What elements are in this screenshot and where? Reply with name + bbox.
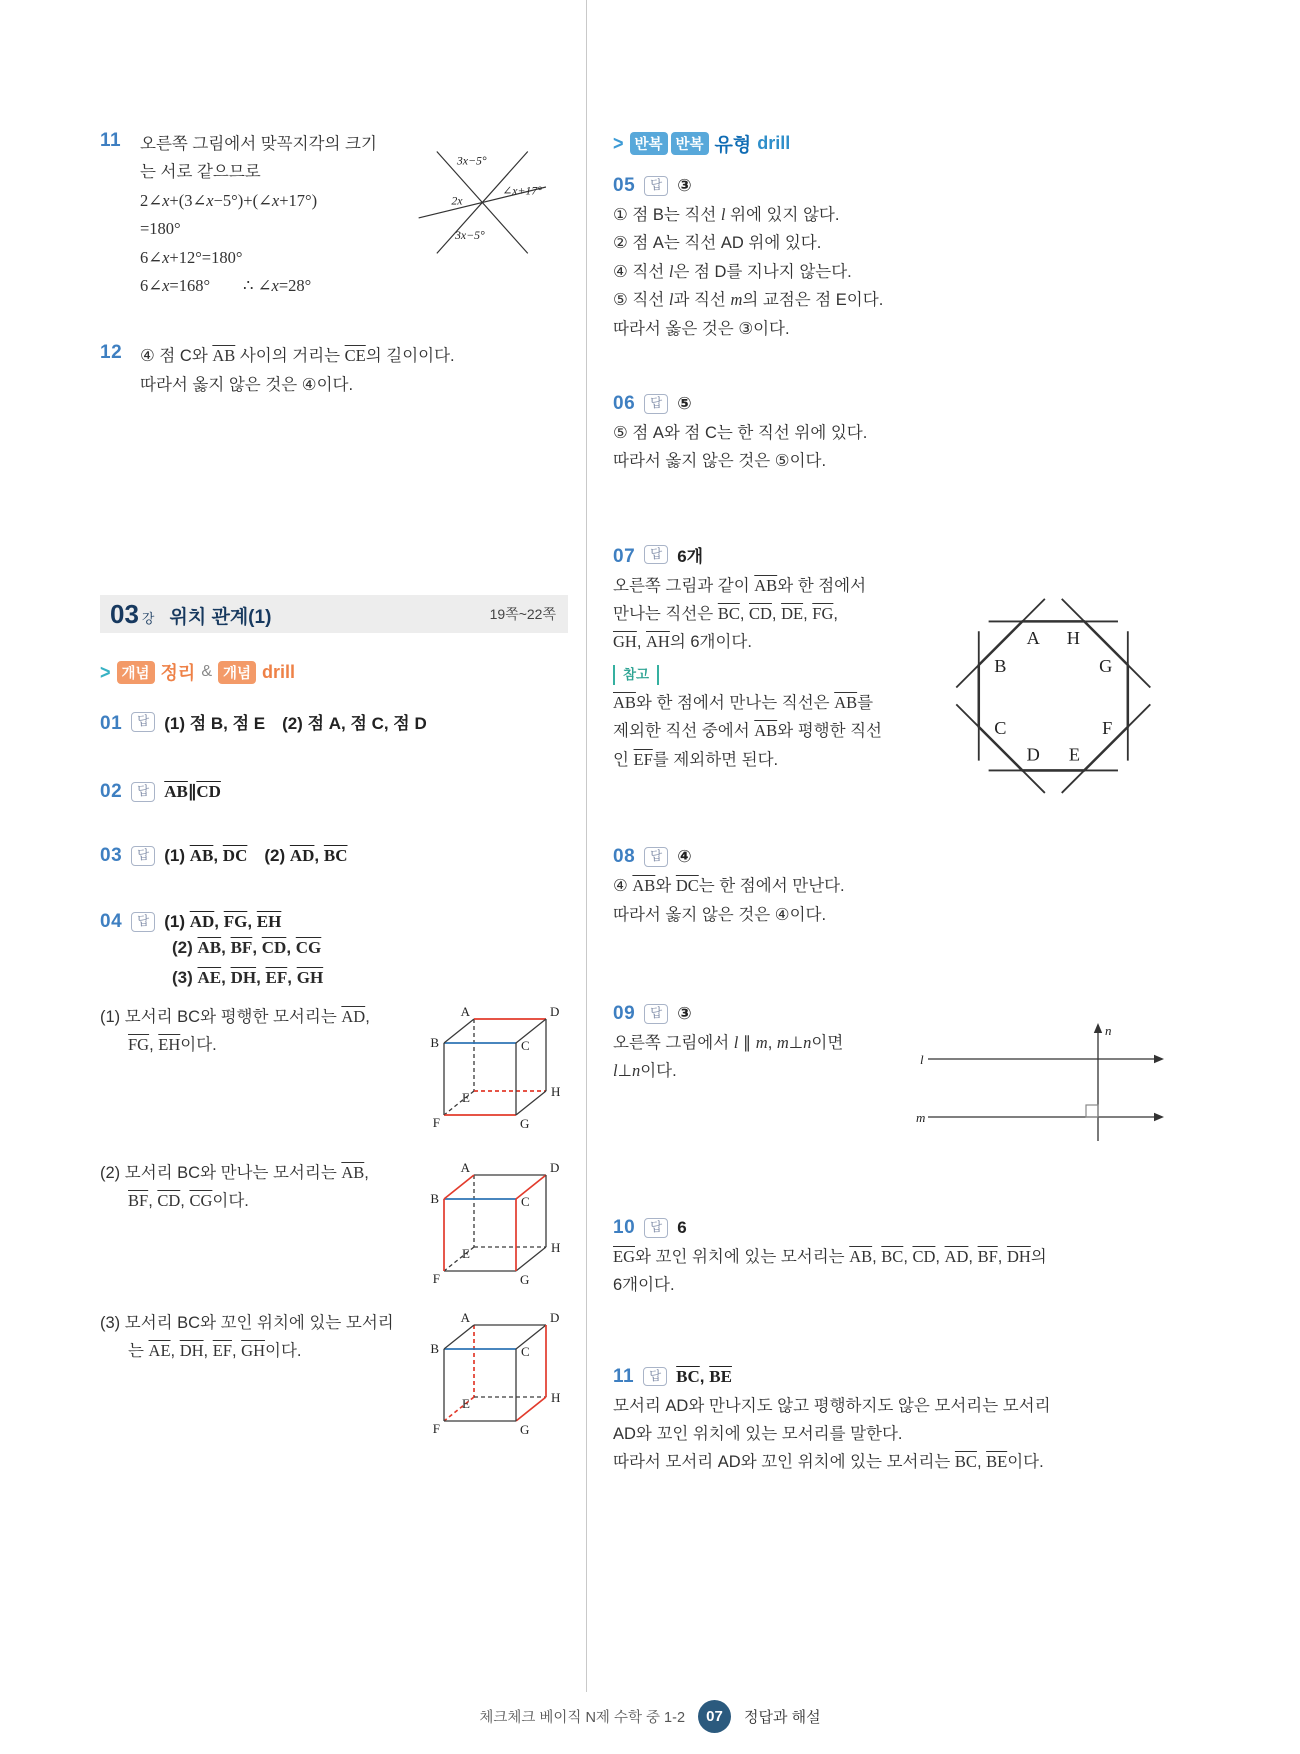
item-number: 11 [613, 1365, 635, 1387]
cube-edges [444, 1175, 546, 1271]
answer-badge: 답 [644, 176, 668, 196]
item-number: 08 [613, 846, 636, 868]
svg-text:H: H [551, 1389, 561, 1405]
answer-badge: 답 [131, 782, 155, 802]
answer-value: (1) $\overline{AD}$, $\overline{FG}$, $\overline{EH}$ [164, 912, 282, 931]
equation-line: 2∠x+(3∠x−5°)+(∠x+17°) [140, 190, 318, 210]
solution-line: l⊥n이다. [613, 1061, 677, 1081]
svg-text:B: B [430, 1034, 439, 1050]
diagram-lines [928, 1023, 1164, 1141]
answer-badge: 답 [131, 846, 155, 866]
svg-text:C: C [521, 1343, 530, 1359]
octagon-vertex-labels [994, 628, 1112, 765]
svg-text:A: A [460, 1159, 470, 1175]
solution-line: 는 서로 같으므로 [140, 163, 261, 182]
svg-text:F: F [432, 1420, 440, 1436]
cube-edges [444, 1325, 546, 1421]
solution-line: (2) 모서리 BC와 만나는 모서리는 $\overline{AB}$, [100, 1162, 369, 1182]
note-badge: 참고 [613, 665, 659, 685]
line-label: n [1105, 1022, 1112, 1038]
solution-line: $\overline{BF}$, $\overline{CD}$, $\overline{CG}$이다. [128, 1190, 249, 1210]
section-header [100, 595, 568, 633]
svg-text:F: F [432, 1270, 440, 1286]
solution-line: 따라서 옳지 않은 것은 ④이다. [613, 905, 827, 924]
answer-badge: 답 [644, 847, 668, 867]
answer-value: ④ [677, 847, 692, 867]
cube-edges [444, 1019, 546, 1115]
solution-line: ⑤ 점 A와 점 C는 한 직선 위에 있다. [613, 423, 868, 442]
answer-badge: 답 [131, 912, 155, 932]
section-number: 03 강 위치 관계(1) [110, 598, 272, 629]
note-line: 제외한 직선 중에서 $\overline{AB}$와 평행한 직선 [613, 721, 882, 741]
svg-text:E: E [462, 1245, 470, 1261]
solution-line: 오른쪽 그림에서 맞꼭지각의 크기 [140, 135, 377, 153]
chevron-icon: > [613, 131, 624, 155]
solution-line: ① 점 B는 직선 l 위에 있지 않다. [613, 205, 840, 224]
solution-item-08 [613, 846, 1170, 929]
solution-line: ② 점 A는 직선 AD 위에 있다. [613, 234, 822, 253]
item-number: 04 [100, 911, 123, 932]
cube-diagram-intersecting [428, 1159, 568, 1289]
octagon [979, 621, 1128, 770]
note-line: 인 $\overline{EF}$를 제외하면 된다. [613, 749, 779, 769]
solution-line: 따라서 모서리 AD와 꼬인 위치에 있는 모서리는 $\overline{BC}$, $\overline{BE}$이다. [613, 1452, 1044, 1472]
chevron-icon: > [100, 659, 111, 683]
angle-label: ∠x+17° [502, 183, 543, 198]
concept-badge: 개념 [218, 661, 256, 684]
svg-text:H: H [551, 1239, 561, 1255]
right-angle-mark [1086, 1105, 1098, 1117]
explanation-skew-edges [100, 1309, 568, 1439]
svg-text:A: A [460, 1003, 470, 1019]
angle-label: 2x [451, 193, 463, 208]
answer-value: ③ [677, 1003, 692, 1023]
answer-item-03 [100, 845, 568, 867]
header-word: drill [262, 661, 296, 682]
solution-line: 따라서 옳지 않은 것은 ④이다. [140, 375, 354, 394]
svg-text:C: C [994, 717, 1007, 738]
answer-badge: 답 [643, 1367, 667, 1387]
solution-line: 오른쪽 그림과 같이 $\overline{AB}$와 한 점에서 [613, 575, 867, 595]
answer-value: (1) $\overline{AB}$, $\overline{DC}$ (2) $\overline{AD}$, $\overline{BC}$ [164, 846, 348, 865]
svg-text:F: F [432, 1114, 440, 1130]
item-number: 05 [613, 175, 636, 196]
solution-item-12 [100, 342, 568, 399]
answer-value: (2) $\overline{AB}$, $\overline{BF}$, $\overline{CD}$, $\overline{CG}$ [172, 938, 322, 957]
answer-value: $\overline{AB}\parallel\overline{CD}$ [164, 782, 221, 801]
solution-line: ④ 점 C와 $\overline{AB}$ 사이의 거리는 $\overline{CE}$의 길이이다. [140, 346, 455, 366]
line-label: m [916, 1109, 926, 1125]
solution-line: 만나는 직선은 $\overline{BC}$, $\overline{CD}$, $\overline{DE}$, $\overline{FG}$, [613, 604, 838, 623]
repeat-drill-header [613, 130, 1170, 157]
book-title: 체크체크 베이직 N제 수학 중 1-2 [479, 1710, 686, 1726]
answer-badge: 답 [131, 712, 155, 732]
answer-value: 6개 [677, 546, 704, 566]
angle-label: 3x−5° [457, 153, 487, 168]
answer-value: ③ [677, 176, 692, 195]
solution-line: ④ 직선 l은 점 D를 지나지 않는다. [613, 261, 852, 281]
solution-line: 따라서 옳지 않은 것은 ⑤이다. [613, 452, 827, 471]
svg-text:F: F [1102, 717, 1113, 738]
answer-item-01 [100, 709, 568, 735]
item-number: 06 [613, 392, 636, 414]
svg-text:D: D [550, 1003, 560, 1019]
svg-text:G: G [520, 1115, 530, 1131]
svg-text:A: A [460, 1309, 470, 1325]
explanation-parallel-edges [100, 1003, 568, 1133]
solution-item-05 [613, 175, 1170, 343]
svg-text:E: E [462, 1395, 470, 1411]
answer-item-02 [100, 781, 568, 803]
concept-badge: 개념 [117, 661, 155, 684]
solution-item-11-right [613, 1366, 1170, 1477]
solution-line: $\overline{FG}$, $\overline{EH}$이다. [128, 1034, 217, 1054]
page-number-badge: 07 [698, 1700, 731, 1733]
section-pages: 19쪽~22쪽 [489, 606, 556, 622]
header-word: drill [757, 133, 791, 153]
octagon-lines-diagram [938, 582, 1170, 800]
svg-text:B: B [430, 1340, 439, 1356]
item-number: 09 [613, 1002, 636, 1024]
equation-line: 6∠x=168° ∴ ∠x=28° [140, 275, 312, 295]
solution-item-06 [613, 393, 1170, 476]
solution-line: (1) 모서리 BC와 평행한 모서리는 $\overline{AD}$, [100, 1006, 370, 1026]
footer-section-label: 정답과 해설 [744, 1709, 821, 1726]
item-number: 03 [100, 845, 123, 866]
parallel-perpendicular-diagram [914, 1021, 1170, 1145]
ampersand: & [201, 663, 212, 680]
svg-text:B: B [430, 1190, 439, 1206]
item-number: 02 [100, 781, 123, 802]
solution-line: 오른쪽 그림에서 l ∥ m, m⊥n이면 [613, 1032, 844, 1052]
solution-line: 는 $\overline{AE}$, $\overline{DH}$, $\overline{EF}$, $\overline{GH}$이다. [128, 1340, 302, 1360]
answer-value: (3) $\overline{AE}$, $\overline{DH}$, $\overline{EF}$, $\overline{GH}$ [172, 967, 324, 987]
solution-line: 6개이다. [613, 1276, 675, 1295]
item-number: 10 [613, 1216, 636, 1238]
svg-text:D: D [1026, 744, 1040, 765]
answer-badge: 답 [644, 394, 668, 414]
note-line: $\overline{AB}$와 한 점에서 만나는 직선은 $\overline{AB}$를 [613, 693, 874, 712]
answer-value: ⑤ [677, 393, 692, 413]
answer-value: (1) 점 B, 점 E (2) 점 A, 점 C, 점 D [164, 714, 427, 733]
solution-item-10 [613, 1217, 1170, 1300]
solution-line: 따라서 옳은 것은 ③이다. [613, 319, 790, 338]
answer-value: $\overline{BC}$, $\overline{BE}$ [676, 1366, 732, 1386]
svg-text:C: C [521, 1037, 530, 1053]
solution-line: AD와 꼬인 위치에 있는 모서리를 말한다. [613, 1425, 903, 1443]
svg-text:A: A [1026, 627, 1040, 648]
header-word: 유형 [714, 135, 752, 156]
left-column [100, 130, 568, 1439]
solution-line: ⑤ 직선 l과 직선 m의 교점은 점 E이다. [613, 290, 884, 310]
svg-text:G: G [1099, 655, 1113, 676]
solution-item-09 [613, 1003, 1170, 1171]
line-label: l [920, 1051, 924, 1067]
section-title: 위치 관계(1) [169, 606, 272, 628]
answer-badge: 답 [644, 1004, 668, 1024]
svg-text:B: B [994, 655, 1007, 676]
equation-line: =180° [140, 219, 181, 239]
concept-drill-header [100, 659, 568, 685]
column-divider [586, 0, 587, 1692]
cube-diagram-skew [428, 1309, 568, 1439]
item-number: 11 [100, 130, 122, 151]
answer-badge: 답 [644, 1218, 668, 1238]
repeat-badge: 반복 [671, 132, 709, 155]
equation-line: 6∠x+12°=180° [140, 247, 243, 267]
item-number: 07 [613, 545, 636, 567]
svg-text:G: G [520, 1271, 530, 1287]
svg-text:H: H [1066, 627, 1081, 648]
solution-line: $\overline{GH}$, $\overline{AH}$의 6개이다. [613, 632, 752, 652]
svg-text:H: H [551, 1083, 561, 1099]
solution-line: (3) 모서리 BC와 꼬인 위치에 있는 모서리 [100, 1313, 394, 1332]
cube-diagram-parallel [428, 1003, 568, 1133]
answer-item-04 [100, 911, 568, 993]
solution-item-11 [100, 130, 568, 300]
svg-text:D: D [550, 1309, 560, 1325]
right-column [613, 130, 1170, 1477]
solution-line: $\overline{EG}$와 꼬인 위치에 있는 모서리는 $\overline{AB}$, $\overline{BC}$, $\overline{CD}$, $\overline{AD}$, $\overline{BF}$, $\overline{DH}$의 [613, 1246, 1047, 1266]
repeat-badge: 반복 [630, 132, 668, 155]
solution-line: ④ $\overline{AB}$와 $\overline{DC}$는 한 점에서 만난다. [613, 876, 845, 896]
solution-line: 모서리 AD와 만나지도 않고 평행하지도 않은 모서리는 모서리 [613, 1396, 1051, 1415]
page-footer [0, 1700, 1300, 1733]
header-word: 정리 [160, 663, 196, 683]
item-number: 12 [100, 342, 123, 364]
explanation-intersecting-edges [100, 1159, 568, 1289]
answer-badge: 답 [644, 545, 668, 565]
svg-text:E: E [1068, 744, 1081, 765]
vertical-angles-diagram [415, 136, 568, 278]
solution-item-07 [613, 542, 1170, 775]
answer-value: 6 [677, 1217, 687, 1237]
svg-text:C: C [521, 1193, 530, 1209]
svg-text:E: E [462, 1089, 470, 1105]
svg-text:G: G [520, 1421, 530, 1437]
svg-text:D: D [550, 1159, 560, 1175]
angle-label: 3x−5° [455, 227, 485, 242]
item-number: 01 [100, 713, 123, 734]
extended-lines [956, 599, 1150, 793]
